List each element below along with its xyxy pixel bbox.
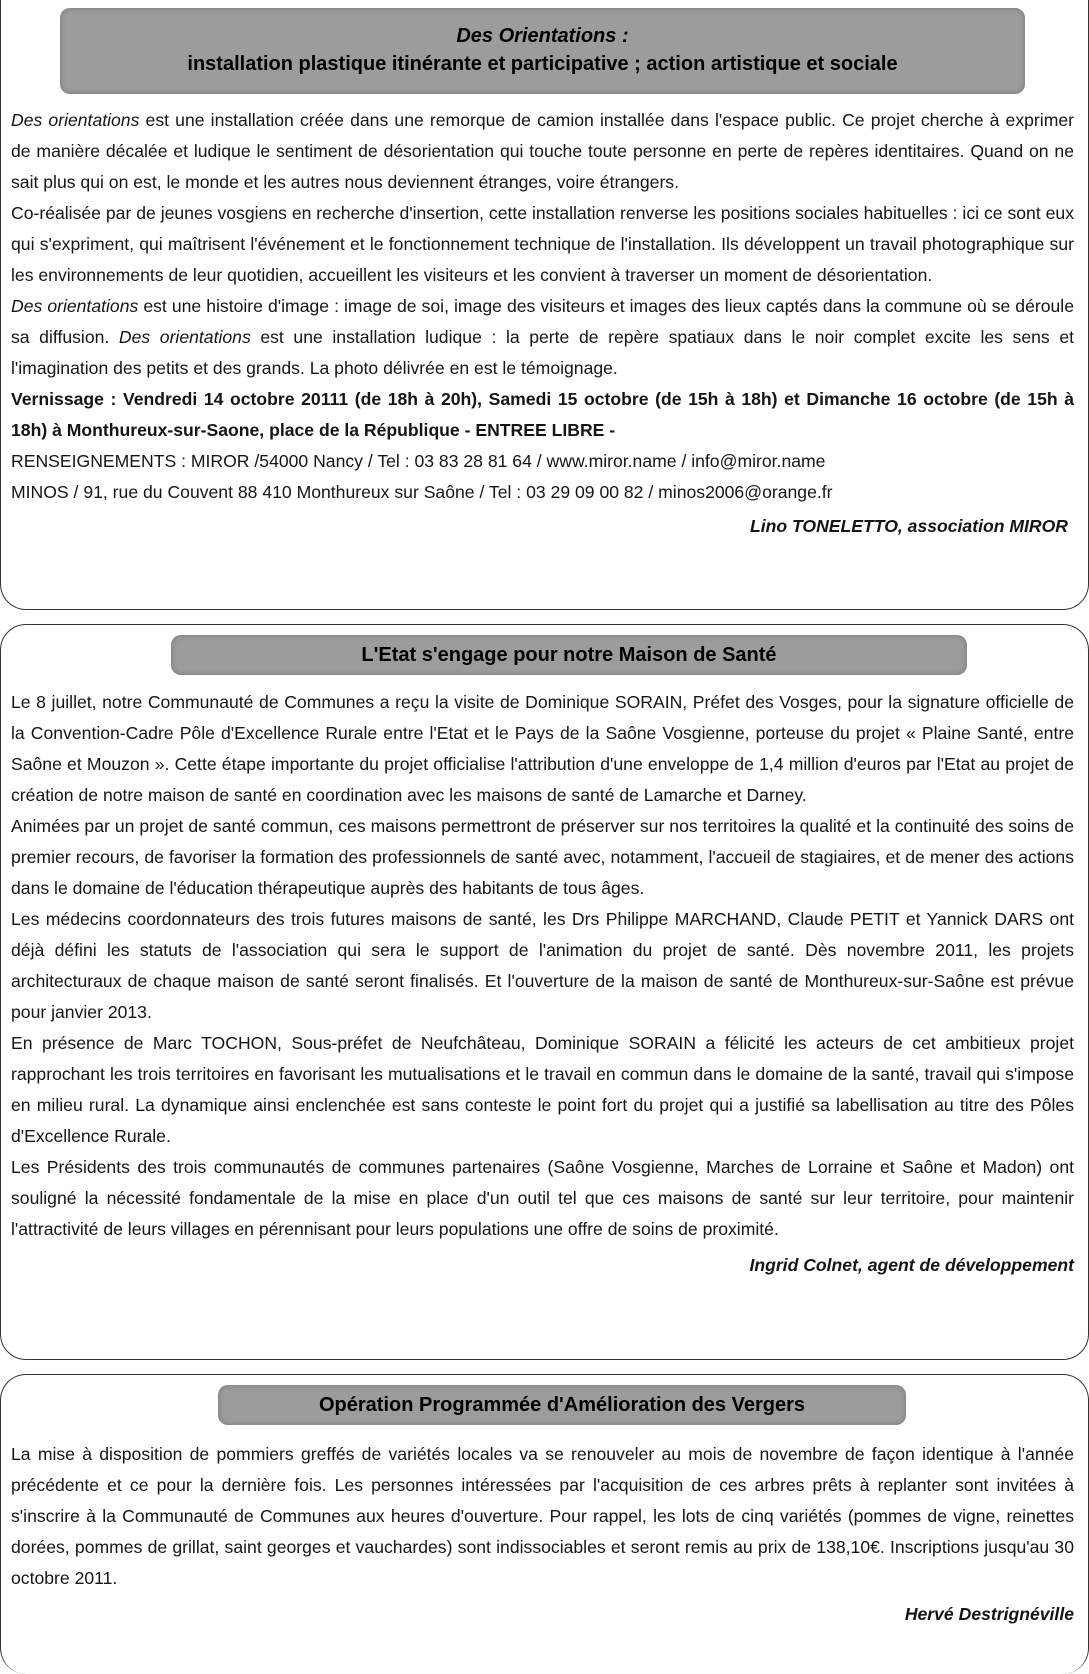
orientations-subtitle: installation plastique itinérante et participative ; action artistique et sociale xyxy=(187,53,898,75)
orientations-section xyxy=(0,0,1089,610)
maison-sante-title: L'Etat s'engage pour notre Maison de Santé xyxy=(171,635,967,675)
orientations-paragraph-1 xyxy=(11,105,1074,198)
maison-sante-body xyxy=(11,687,1074,1245)
sante-paragraph-2: Animées par un projet de santé commun, ces maisons permettront de préserver sur nos territoires la qualité et la continuité des soins de premier recours, de favoriser la formation des professionnels de santé avec, notamment, l'accueil de stagiaires, et de mener des actions dans le domaine de l'éducation thérapeutique auprès des habitants de tous âges. xyxy=(11,816,1074,898)
sante-signature: Ingrid Colnet, agent de développement xyxy=(749,1255,1074,1275)
paragraph-text: est une installation créée dans une remorque de camion installée dans l'espace public. Ce projet cherche à exprimer de manière décalée et ludique le sentiment de désorientation qui touche toute personne en perte de repères identitaires. Quand on ne sait plus qui on est, le monde et les autres nous deviennent étranges, voire étrangers. xyxy=(11,110,1074,192)
work-title-italic: Des orientations xyxy=(118,327,251,347)
work-title-italic: Des orientations xyxy=(11,296,139,316)
vergers-section xyxy=(0,1374,1089,1674)
contact-info-minos: MINOS / 91, rue du Couvent 88 410 Monthureux sur Saône / Tel : 03 29 09 00 82 / minos2006@orange.fr xyxy=(11,482,833,502)
vernissage-notice: Vernissage : Vendredi 14 octobre 20111 (de 18h à 20h), Samedi 15 octobre (de 15h à 18h) et Dimanche 16 octobre (de 15h à 18h) à Monthureux-sur-Saone, place de la République - ENTREE LIBRE - xyxy=(11,389,1074,440)
contact-info-miror: RENSEIGNEMENTS : MIROR /54000 Nancy / Tel : 03 83 28 81 64 / www.miror.name / info@miror.name xyxy=(11,451,826,471)
orientations-title: Des Orientations : xyxy=(456,25,629,47)
maison-sante-section xyxy=(0,624,1089,1360)
orientations-paragraph-2: Co-réalisée par de jeunes vosgiens en recherche d'insertion, cette installation renverse les positions sociales habituelles : ici ce sont eux qui s'expriment, qui maîtrisent l'événement et le fonctionnement technique de l'installation. Ils développent un travail photographique sur les environnements de leur quotidien, accueillent les visiteurs et les convient à traverser un moment de désorientation. xyxy=(11,203,1074,285)
work-title-italic: Des orientations xyxy=(11,110,140,130)
orientations-paragraph-3 xyxy=(11,291,1074,384)
vergers-signature: Hervé Destrignéville xyxy=(904,1604,1074,1624)
paragraph-text: est une installation ludique : la perte de repère spatiaux dans le noir complet excite les sens et l'imagination des petits et des grands. La photo délivrée en est le témoignage. xyxy=(11,327,1074,378)
sante-paragraph-4: En présence de Marc TOCHON, Sous-préfet de Neufchâteau, Dominique SORAIN a félicité les acteurs de cet ambitieux projet rapprochant les trois territoires en favorisant les mutualisations et le travail en commun dans le domaine de la santé, travail qui s'impose en milieu rural. La dynamique ainsi enclenchée est sans conteste le point fort du projet qui a justifié sa labellisation au titre des Pôles d'Excellence Rurale. xyxy=(11,1033,1074,1146)
vergers-title: Opération Programmée d'Amélioration des Vergers xyxy=(218,1385,906,1425)
orientations-signature: Lino TONELETTO, association MIROR xyxy=(749,516,1068,536)
orientations-body xyxy=(11,105,1074,508)
orientations-title-banner xyxy=(60,8,1025,94)
sante-paragraph-5: Les Présidents des trois communautés de communes partenaires (Saône Vosgienne, Marches de Lorraine et Saône et Madon) ont souligné la nécessité fondamentale de la mise en place d'un outil tel que ces maisons de santé sur leur territoire, pour maintenir l'attractivité de leurs villages en pérennisant pour leurs populations une offre de soins de proximité. xyxy=(11,1157,1074,1239)
sante-paragraph-3: Les médecins coordonnateurs des trois futures maisons de santé, les Drs Philippe MARCHAND, Claude PETIT et Yannick DARS ont déjà défini les statuts de l'association qui sera le support de l'animation du projet de santé. Dès novembre 2011, les projets architecturaux de chaque maison de santé seront finalisés. Et l'ouverture de la maison de santé de Monthureux-sur-Saône est prévue pour janvier 2013. xyxy=(11,909,1074,1022)
paragraph-text: est une histoire d'image : image de soi, image des visiteurs et images des lieux captés dans la commune où se déroule sa diffusion. xyxy=(11,296,1075,347)
vergers-body xyxy=(11,1439,1074,1594)
sante-paragraph-1: Le 8 juillet, notre Communauté de Communes a reçu la visite de Dominique SORAIN, Préfet des Vosges, pour la signature officielle de la Convention-Cadre Pôle d'Excellence Rurale entre l'Etat et le Pays de la Saône Vosgienne, porteuse du projet « Plaine Santé, entre Saône et Mouzon ». Cette étape importante du projet officialise l'attribution d'une enveloppe de 1,4 million d'euros par l'Etat au projet de création de notre maison de santé en coordination avec les maisons de santé de Lamarche et Darney. xyxy=(11,692,1074,805)
vergers-paragraph-1: La mise à disposition de pommiers greffés de variétés locales va se renouveler au mois de novembre de façon identique à l'année précédente et ce pour la dernière fois. Les personnes intéressées par l'acquisition de ces arbres prêts à replanter sont invitées à s'inscrire à la Communauté de Communes aux heures d'ouverture. Pour rappel, les lots de cinq variétés (pommes de vigne, reinettes dorées, pommes de grillat, saint georges et vauchardes) sont indissociables et seront remis au prix de 138,10€. Inscriptions jusqu'au 30 octobre 2011. xyxy=(11,1444,1074,1588)
